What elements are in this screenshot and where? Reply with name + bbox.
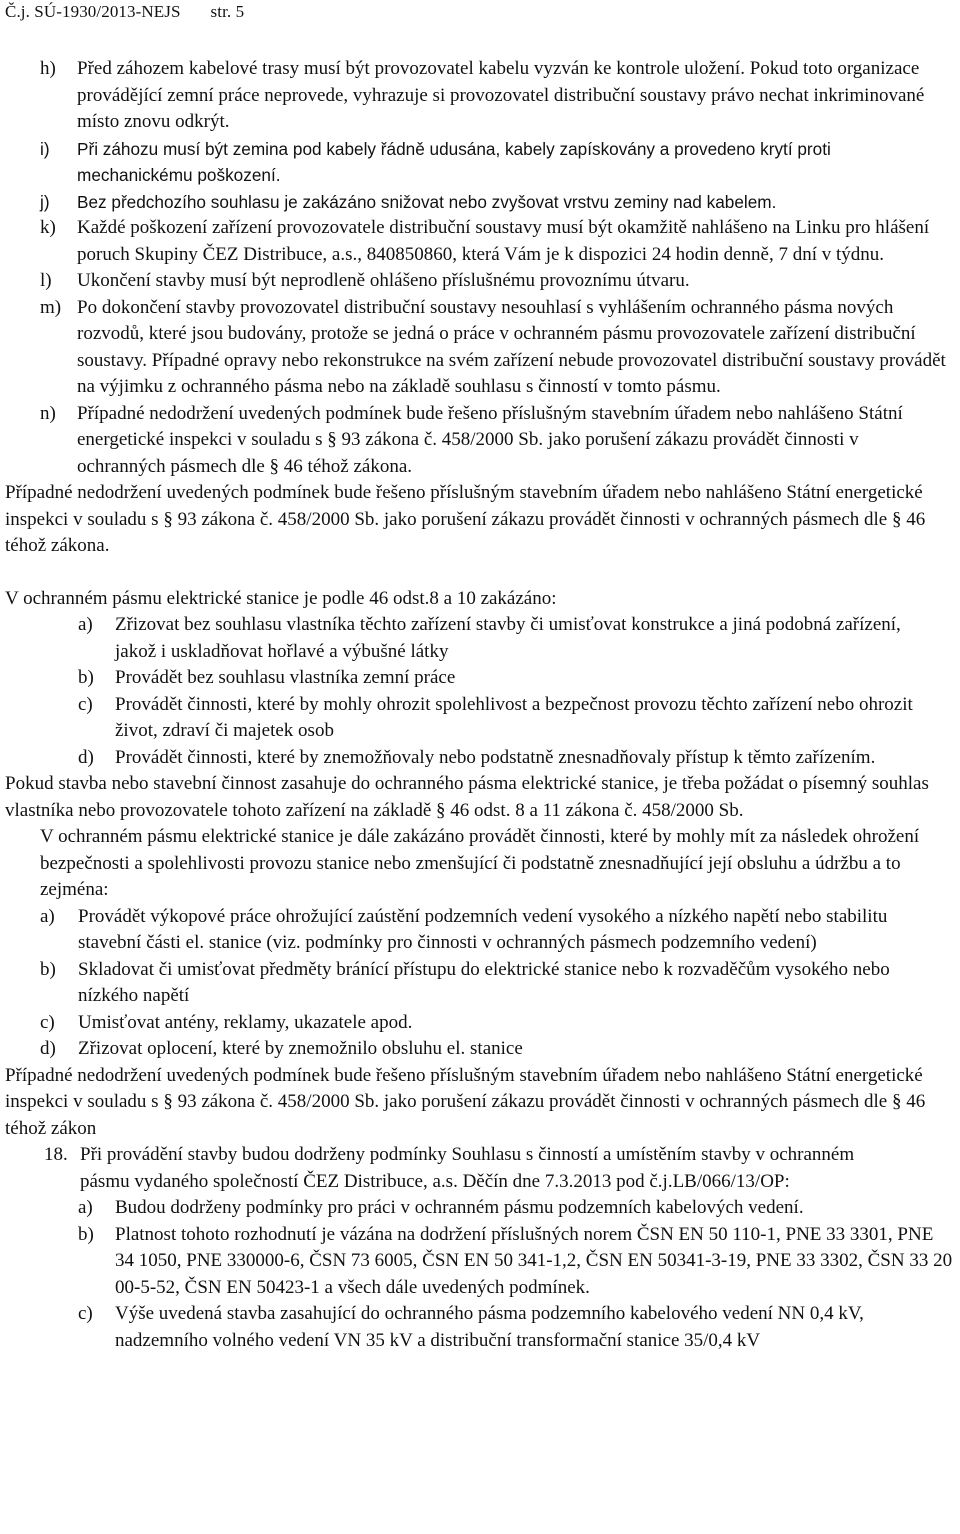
paragraph: Případné nedodržení uvedených podmínek bude řešeno příslušným stavebním úřadem nebo nahlášeno Státní energetické inspekci v souladu s § 93 zákona č. 458/2000 Sb. jako porušení zákazu provádět činnosti v ochranných pásmech dle § 46 téhož zákon — [5, 1064, 926, 1139]
document-body — [0, 56, 960, 1354]
list-item — [0, 268, 960, 295]
list-item-text: Provádět bez souhlasu vlastníka zemní práce — [115, 667, 456, 688]
list-item-text: Případné nedodržení uvedených podmínek bude řešeno příslušným stavebním úřadem nebo nahlášeno Státní energetické inspekci v souladu s § 93 zákona č. 458/2000 Sb. jako porušení zákazu provádět činnosti v ochranných pásmech dle § 46 téhož zákona. — [77, 402, 903, 477]
list-item-text: Výše uvedená stavba zasahující do ochranného pásma podzemního kabelového vedení NN 0,4 kV, nadzemního volného vedení VN 35 kV a distribuční transformační stanice 35/0,4 kV — [115, 1303, 864, 1351]
list-item-label: i) — [40, 138, 50, 159]
list-item — [0, 401, 960, 481]
list-item-text: Platnost tohoto rozhodnutí je vázána na dodržení příslušných norem ČSN EN 50 110-1, PNE 33 3301, PNE 34 1050, PNE 330000-6, ČSN 73 6005, ČSN EN 50 341-1,2, ČSN EN 50341-3-19, PNE 33 3302, ČSN 33 20 00-5-52, ČSN EN 50423-1 a všech dále uvedených podmínek. — [115, 1223, 953, 1298]
conditions-sublist — [0, 1195, 960, 1354]
list-item — [0, 1222, 960, 1302]
list-item — [0, 745, 960, 772]
prohibitions-list — [0, 612, 960, 771]
list-item — [0, 1036, 960, 1063]
list-item — [0, 957, 960, 1010]
list-item-text: Při záhozu musí být zemina pod kabely řádně udusána, kabely zapískovány a provedeno krytí proti mechanickému poškození. — [77, 138, 831, 185]
list-item — [0, 56, 960, 136]
list-item-label: b) — [78, 667, 94, 688]
paragraph: Pokud stavba nebo stavební činnost zasahuje do ochranného pásma elektrické stanice, je třeba požádat o písemný souhlas vlastníka nebo provozovatele tohoto zařízení na základě § 46 odst. 8 a 11 zákona č. 458/2000 Sb. — [5, 773, 929, 821]
list-item-text: Ukončení stavby musí být neprodleně ohlášeno příslušnému provoznímu útvaru. — [77, 270, 690, 291]
list-item-label: a) — [78, 1197, 93, 1218]
list-item-label: b) — [78, 1223, 94, 1245]
list-item-text: Bez předchozího souhlasu je zakázáno snižovat nebo zvyšovat vrstvu zeminy nad kabelem. — [77, 191, 777, 212]
list-item-label: c) — [40, 1011, 55, 1033]
list-item-label: n) — [40, 402, 56, 424]
list-item-label: a) — [78, 614, 93, 635]
list-item-text: Provádět výkopové práce ohrožující zaústění podzemních vedení vysokého a nízkého napětí nebo stabilitu stavební části el. stanice (viz. podmínky pro činnosti v ochranných pásmech podzemního vedení) — [78, 905, 888, 953]
list-item-label: d) — [78, 746, 94, 768]
list-item — [0, 215, 960, 268]
list-item — [0, 612, 960, 665]
paragraph: V ochranném pásmu elektrické stanice je dále zakázáno provádět činnosti, které by mohly mít za následek ohrožení bezpečnosti a spolehlivosti provozu stanice nebo zmenšující či podstatně znesnadňující její obsluhu a údržbu a to zejména: — [40, 826, 920, 900]
numbered-item-label: 18. — [44, 1144, 68, 1165]
list-item-text: Po dokončení stavby provozovatel distribuční soustavy nesouhlasí s vyhlášením ochranného pásma nových rozvodů, které jsou budovány, protože se jedná o práce v ochranném pásmu provozovatele zařízení distribuční soustavy. Případné opravy nebo rekonstrukce na svém zařízení nebude provozovatel distribuční soustavy provádět na výjimku z ochranného pásma nebo na základě souhlasu s činností v tomto pásmu. — [77, 296, 946, 397]
list-item — [0, 692, 960, 745]
list-item — [0, 1301, 960, 1354]
page-header — [5, 2, 244, 22]
list-item-label: d) — [40, 1038, 56, 1059]
list-item — [0, 189, 960, 216]
list-item-text: Provádět činnosti, které by mohly ohrozit spolehlivost a bezpečnost provozu těchto zařízení nebo ohrozit život, zdraví či majetek osob — [115, 693, 913, 741]
list-item-label: h) — [40, 58, 56, 79]
list-item-text: Zřizovat bez souhlasu vlastníka těchto zařízení stavby či umisťovat konstrukce a jiná podobná zařízení, jakož i uskladňovat hořlavé a výbušné látky — [115, 614, 901, 662]
list-item-text: Před záhozem kabelové trasy musí být provozovatel kabelu vyzván ke kontrole uložení. Pokud toto organizace provádějící zemní práce neprovede, vyhrazuje si provozovatel distribuční soustavy právo nechat inkriminované místo znovu odkrýt. — [77, 58, 925, 132]
list-item-text: Budou dodrženy podmínky pro práci v ochranném pásmu podzemních kabelových vedení. — [115, 1197, 804, 1218]
paragraph-heading: V ochranném pásmu elektrické stanice je podle 46 odst.8 a 10 zakázáno: — [5, 587, 557, 609]
list-item-label: j) — [40, 191, 50, 212]
document-reference: Č.j. SÚ-1930/2013-NEJS — [5, 2, 181, 21]
list-item-label: l) — [40, 270, 52, 291]
list-item-label: b) — [40, 958, 56, 980]
numbered-item-text: Při provádění stavby budou dodrženy podmínky Souhlasu s činností a umístěním stavby v ochranném pásmu vydaného společností ČEZ Distribuce, a.s. Děčín dne 7.3.2013 pod č.j.LB/066/13/OP: — [80, 1144, 855, 1192]
list-item — [0, 665, 960, 692]
list-item — [0, 136, 960, 189]
list-item-label: a) — [40, 905, 55, 927]
page-number: str. 5 — [210, 2, 245, 21]
list-item-text: Skladovat či umisťovat předměty bránící přístupu do elektrické stanice nebo k rozvaděčům vysokého nebo nízkého napětí — [78, 958, 890, 1006]
list-item-text: Provádět činnosti, které by znemožňovaly nebo podstatně znesnadňovaly přístup k těmto zařízením. — [115, 746, 876, 768]
list-item-text: Každé poškození zařízení provozovatele distribuční soustavy musí být okamžitě nahlášeno na Linku pro hlášení poruch Skupiny ČEZ Distribuce, a.s., 840850860, která Vám je k dispozici 24 hodin denně, 7 dní v týdnu. — [77, 217, 930, 265]
list-item-label: c) — [78, 693, 93, 715]
list-item-text: Umisťovat antény, reklamy, ukazatele apod. — [78, 1011, 413, 1033]
paragraph: Případné nedodržení uvedených podmínek bude řešeno příslušným stavebním úřadem nebo nahlášeno Státní energetické inspekci v souladu s § 93 zákona č. 458/2000 Sb. jako porušení zákazu provádět činnosti v ochranných pásmech dle § 46 téhož zákona. — [5, 482, 926, 556]
list-item — [0, 1010, 960, 1037]
conditions-list — [0, 56, 960, 480]
list-item-label: k) — [40, 217, 56, 238]
list-item-text: Zřizovat oplocení, které by znemožnilo obsluhu el. stanice — [78, 1038, 523, 1059]
list-item-label: m) — [40, 296, 62, 318]
list-item — [0, 904, 960, 957]
list-item — [0, 295, 960, 401]
station-prohibitions-list — [0, 904, 960, 1063]
list-item-label: c) — [78, 1303, 93, 1324]
list-item — [0, 1195, 960, 1222]
numbered-item — [0, 1142, 960, 1195]
